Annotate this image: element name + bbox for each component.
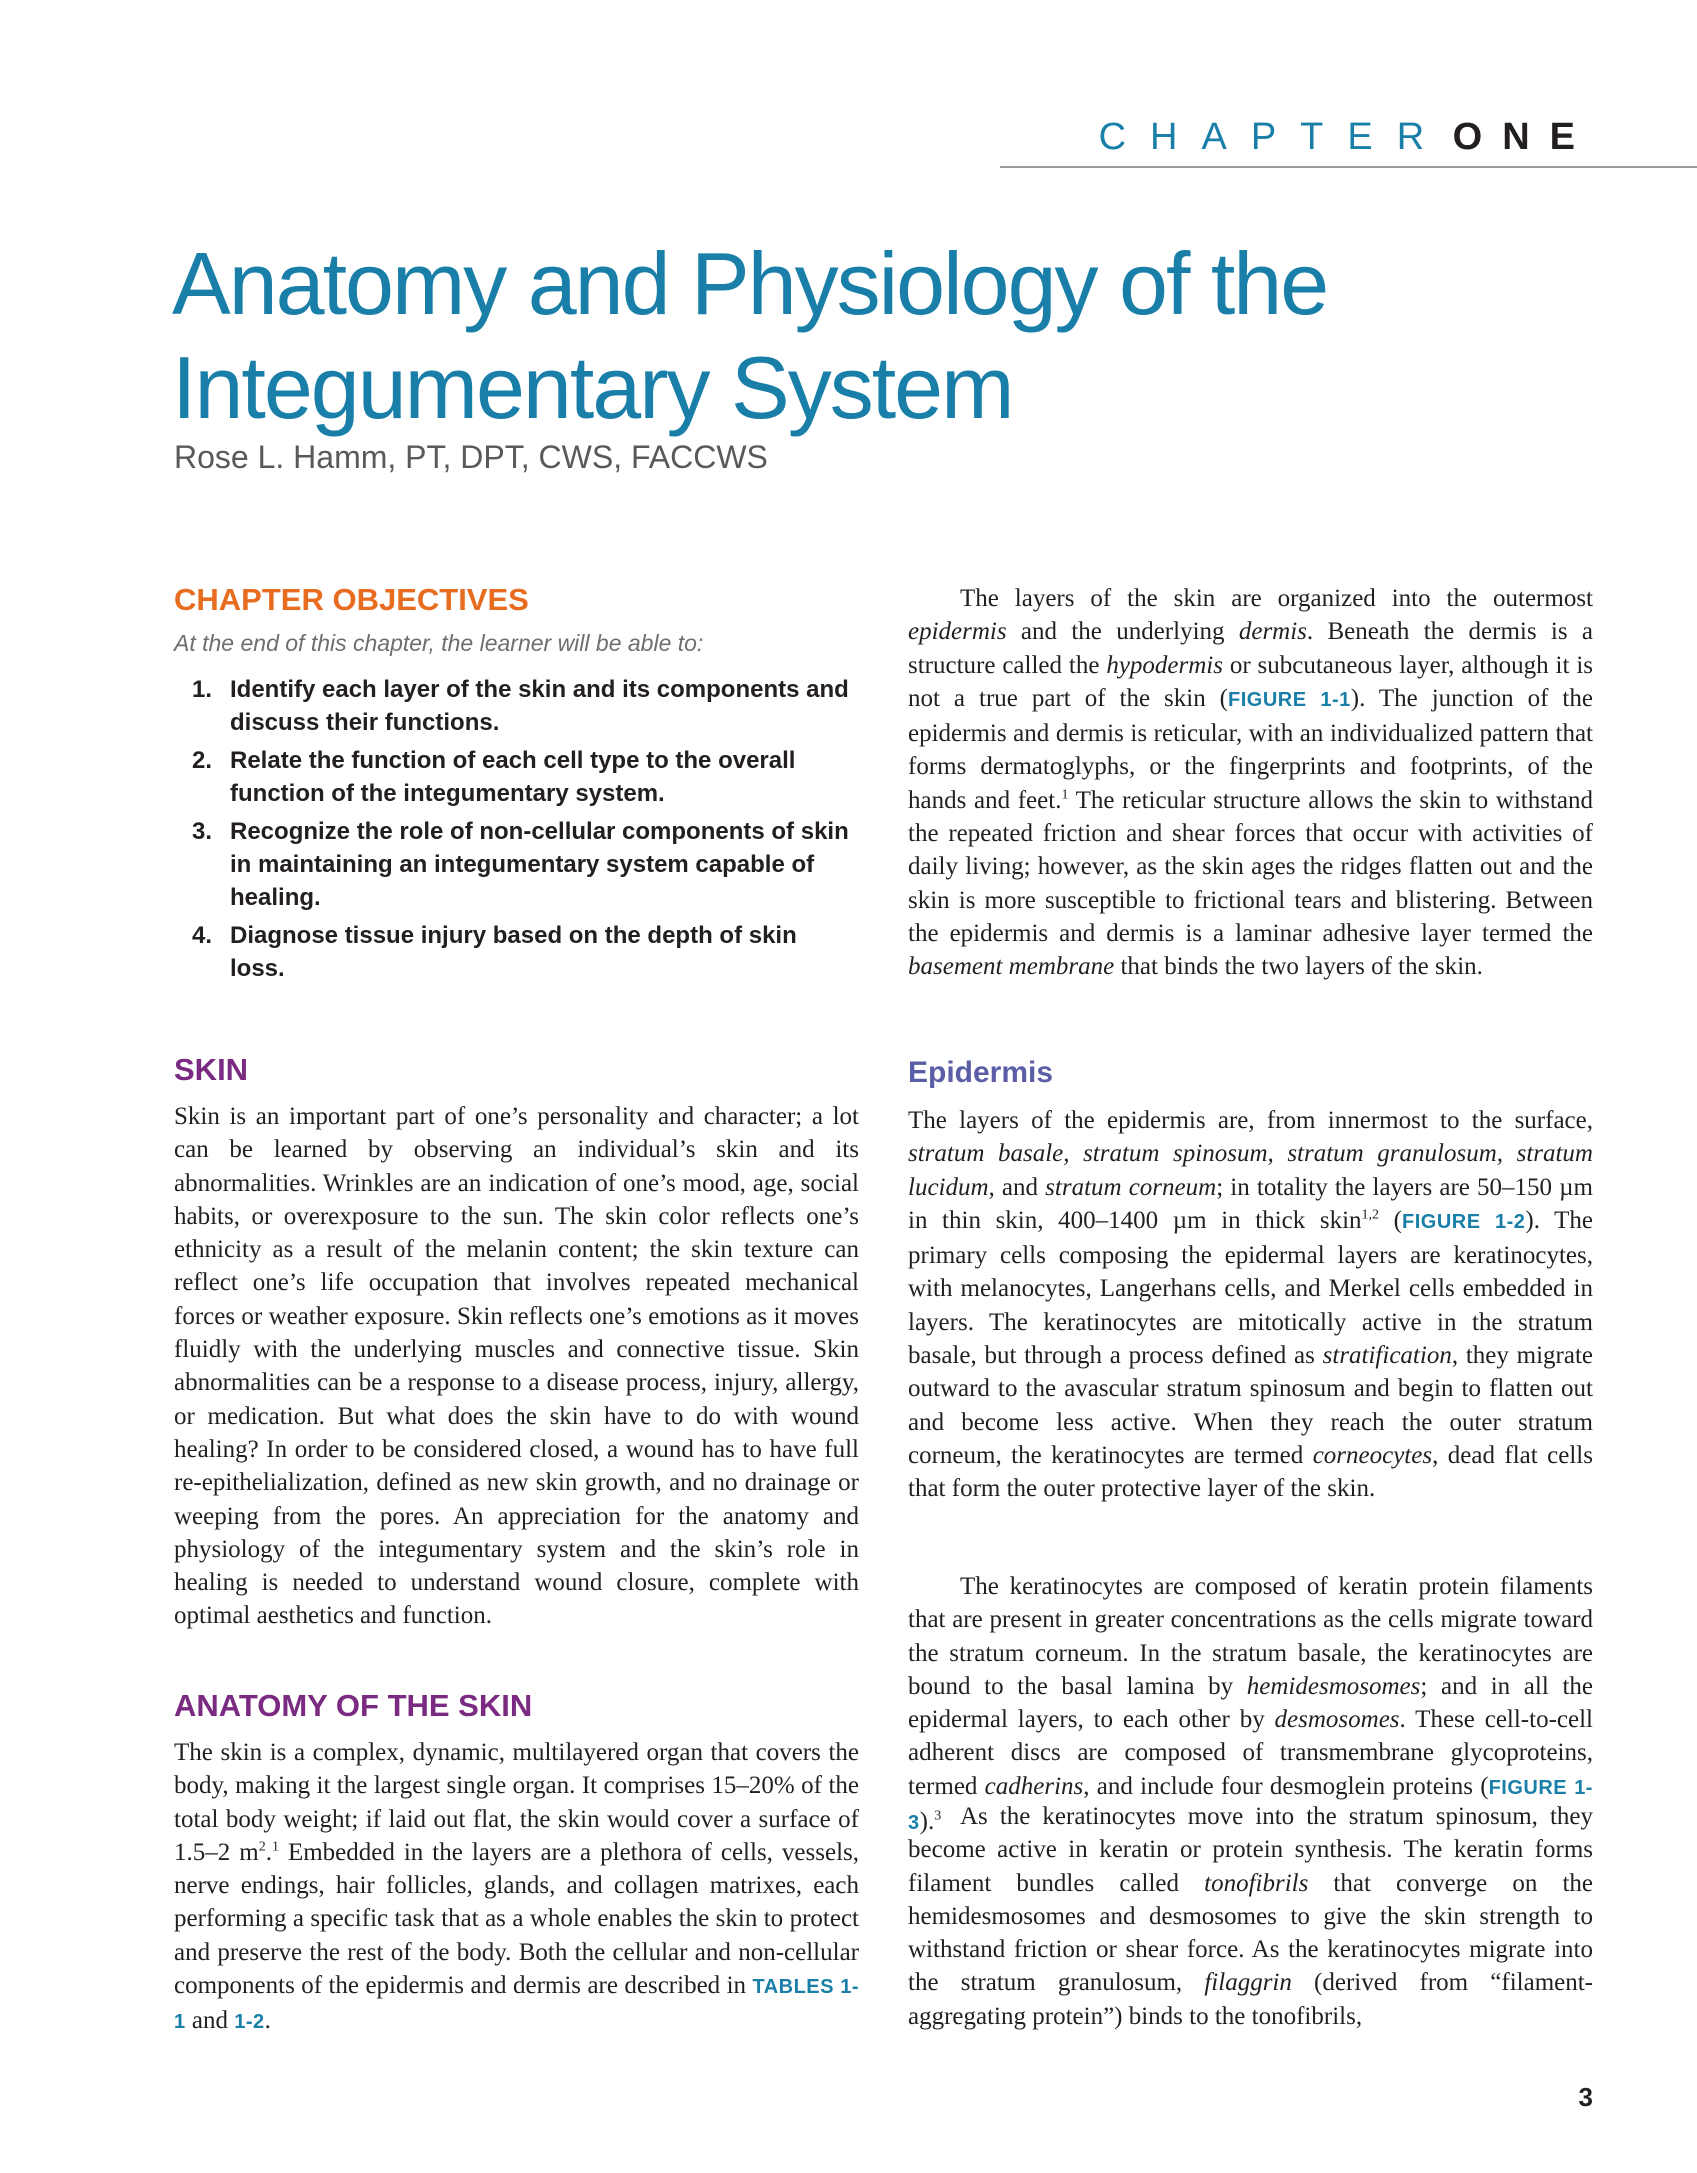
emphasis: desmosomes: [1274, 1706, 1400, 1734]
text-run: The reticular structure allows the skin to withstand the repeated friction and shear forces that occur with activities of daily living; however, as the skin ages the ridges flatten out and the skin is more susceptible to frictional tears and blistering. Between the epidermis and dermis is a laminar adhesive layer termed the: [908, 786, 1593, 947]
page-number: 3: [1578, 2082, 1593, 2112]
text-run: ).: [919, 1808, 935, 1836]
chapter-word: CHAPTER: [1098, 116, 1449, 158]
objectives-heading: CHAPTER OBJECTIVES: [174, 582, 529, 617]
author-byline: Rose L. Hamm, PT, DPT, CWS, FACCWS: [174, 439, 768, 475]
objective-item: [192, 919, 852, 985]
emphasis: basement membrane: [908, 953, 1115, 981]
objective-item: [192, 744, 852, 810]
text-run: Embedded in the layers are a plethora of cells, vessels, nerve endings, hair follicles, glands, and collagen matrixes, each performing a specific task that as a whole enables the skin to protect and preserve the rest of the body. Both the cellular and non-cellular components of the epidermis and dermis are described in: [174, 1838, 860, 2000]
epidermis-paragraph-3: [908, 1800, 1593, 2033]
emphasis: cadherins: [984, 1772, 1084, 1800]
figure-reference-link[interactable]: FIGURE 1-2: [1401, 1210, 1526, 1233]
text-run: (: [1379, 1206, 1402, 1234]
text-run: that binds the two layers of the skin.: [1114, 953, 1483, 981]
emphasis: dermis: [1238, 618, 1307, 646]
objective-number: 2.: [192, 747, 213, 774]
citation-superscript: 1,2: [1361, 1207, 1380, 1223]
chapter-label: [1099, 118, 1595, 156]
citation-superscript: 3: [934, 1808, 942, 1824]
objective-number: 1.: [192, 676, 213, 703]
text-run: .: [264, 2007, 271, 2035]
objectives-list: [192, 673, 852, 990]
text-run: and the underlying: [1006, 618, 1239, 646]
emphasis: tonofibrils: [1204, 1869, 1309, 1897]
objectives-intro: At the end of this chapter, the learner will be able to:: [174, 630, 704, 656]
text-run: The layers of the skin are organized into the outermost: [960, 585, 1593, 612]
text-run: , dead flat cells that form the outer protective layer of the skin.: [908, 1441, 1593, 1503]
table-reference-link[interactable]: TABLES 1-1: [174, 1976, 859, 2034]
text-run: The keratinocytes are composed of keratin protein filaments that are present in greater concentrations as the cells migrate toward the stratum corneum. In the stratum basale, the keratinocytes are bound to the basal lamina by: [908, 1573, 1593, 1700]
text-run: .: [265, 1838, 272, 1866]
emphasis: stratum basale, stratum spinosum, stratum granulosum, stratum lucidum,: [908, 1140, 1593, 1201]
emphasis: corneocytes: [1312, 1441, 1433, 1469]
objective-text: Relate the function of each cell type to the overall function of the integumentary system.: [230, 747, 796, 807]
epidermis-paragraph-1: [908, 1104, 1593, 1506]
objective-text: Diagnose tissue injury based on the depth of skin loss.: [230, 922, 797, 982]
emphasis: epidermis: [908, 618, 1007, 646]
table-reference-link[interactable]: 1-2: [234, 2011, 265, 2034]
chapter-rule: [1000, 166, 1697, 168]
emphasis: filaggrin: [1204, 1969, 1292, 1997]
objective-item: [192, 673, 852, 739]
emphasis: stratification: [1322, 1342, 1452, 1370]
text-run: ; in totality the layers are 50–150 µm in thin skin, 400–1400 µm in thick skin: [908, 1173, 1593, 1234]
text-run: or subcutaneous layer, although it is not a true part of the skin (: [908, 651, 1593, 712]
text-run: that converge on the hemidesmosomes and desmosomes to give the skin strength to withstand friction or shear force. As the keratinocytes migrate into the stratum granulosum,: [908, 1869, 1593, 1997]
superscript: 2: [258, 1839, 266, 1855]
text-run: ; and in all the epidermal layers, to each other by: [908, 1672, 1593, 1734]
text-run: and: [994, 1173, 1046, 1201]
objective-item: [192, 815, 852, 914]
epidermis-heading: Epidermis: [908, 1056, 1054, 1089]
text-run: ). The primary cells composing the epidermal layers are keratinocytes, with melanocytes, Langerhans cells, and Merkel cells embedded in layers. The keratinocytes are mitotically active in the stratum basale, but through a process defined as: [908, 1206, 1593, 1370]
text-run: . Beneath the dermis is a structure called the: [908, 618, 1594, 679]
anatomy-paragraph: [174, 1736, 859, 2040]
text-run: . These cell-to-cell adherent discs are composed of transmembrane glycoproteins, termed: [908, 1706, 1593, 1800]
figure-reference-link[interactable]: FIGURE 1-1: [1228, 688, 1351, 711]
emphasis: hemidesmosomes: [1246, 1672, 1421, 1700]
objective-text: Recognize the role of non-cellular components of skin in maintaining an integumentary system capable of healing.: [230, 818, 849, 911]
objective-text: Identify each layer of the skin and its components and discuss their functions.: [230, 676, 849, 736]
text-run: The skin is a complex, dynamic, multilayered organ that covers the body, making it the largest single organ. It comprises 15–20% of the total body weight; if laid out flat, the skin would cover a surface of 1.5–2 m: [174, 1739, 859, 1866]
figure-reference-link[interactable]: FIGURE 1-3: [908, 1776, 1593, 1835]
anatomy-heading: ANATOMY OF THE SKIN: [174, 1688, 533, 1723]
text-run: The layers of the epidermis are, from innermost to the surface,: [908, 1107, 1593, 1134]
emphasis: hypodermis: [1106, 651, 1223, 679]
text-run: and: [185, 2007, 235, 2035]
text-run: As the keratinocytes move into the stratum spinosum, they become active in keratin or protein synthesis. The keratin forms filament bundles called: [908, 1803, 1593, 1897]
text-run: (derived from “filament-aggregating protein”) binds to the tonofibrils,: [908, 1969, 1594, 2030]
emphasis: stratum corneum: [1045, 1173, 1217, 1201]
text-run: ). The junction of the epidermis and dermis is reticular, with an individualized pattern that forms dermatoglyphs, or the fingerprints and footprints, of the hands and feet.: [908, 684, 1593, 814]
objective-number: 3.: [192, 818, 213, 845]
text-run: , they migrate outward to the avascular stratum spinosum and begin to flatten out and become less active. When they reach the outer stratum corneum, the keratinocytes are termed: [908, 1342, 1593, 1469]
text-run: , and include four desmoglein proteins (: [1083, 1772, 1489, 1800]
skin-paragraph: Skin is an important part of one’s personality and character; a lot can be learned by observing an individual’s skin and its abnormalities. Wrinkles are an indication of one’s mood, age, social habits, or overexposure to the sun. The skin color reflects one’s ethnicity as a result of the melanin content; the skin texture can reflect one’s life occupation that involves repeated mechanical forces or weather exposure. Skin reflects one’s emotions as it moves fluidly with the underlying muscles and connective tissue. Skin abnormalities can be a response to a disease process, injury, allergy, or medication. But what does the skin have to do with wound healing? In order to be considered closed, a wound has to have full re-epithelialization, defined as new skin growth, and no drainage or weeping from the pores. An appreciation for the anatomy and physiology of the integumentary system and the skin’s role in healing is needed to understand wound closure, complete with optimal aesthetics and function.: [174, 1103, 859, 1630]
layers-paragraph: [908, 582, 1593, 984]
chapter-title: Anatomy and Physiology of the Integumentary System: [172, 234, 1328, 437]
chapter-number: ONE: [1452, 116, 1595, 158]
skin-heading: SKIN: [174, 1052, 249, 1087]
objective-number: 4.: [192, 922, 213, 949]
citation-superscript: 1: [1061, 787, 1069, 803]
citation-superscript: 1: [271, 1839, 279, 1855]
